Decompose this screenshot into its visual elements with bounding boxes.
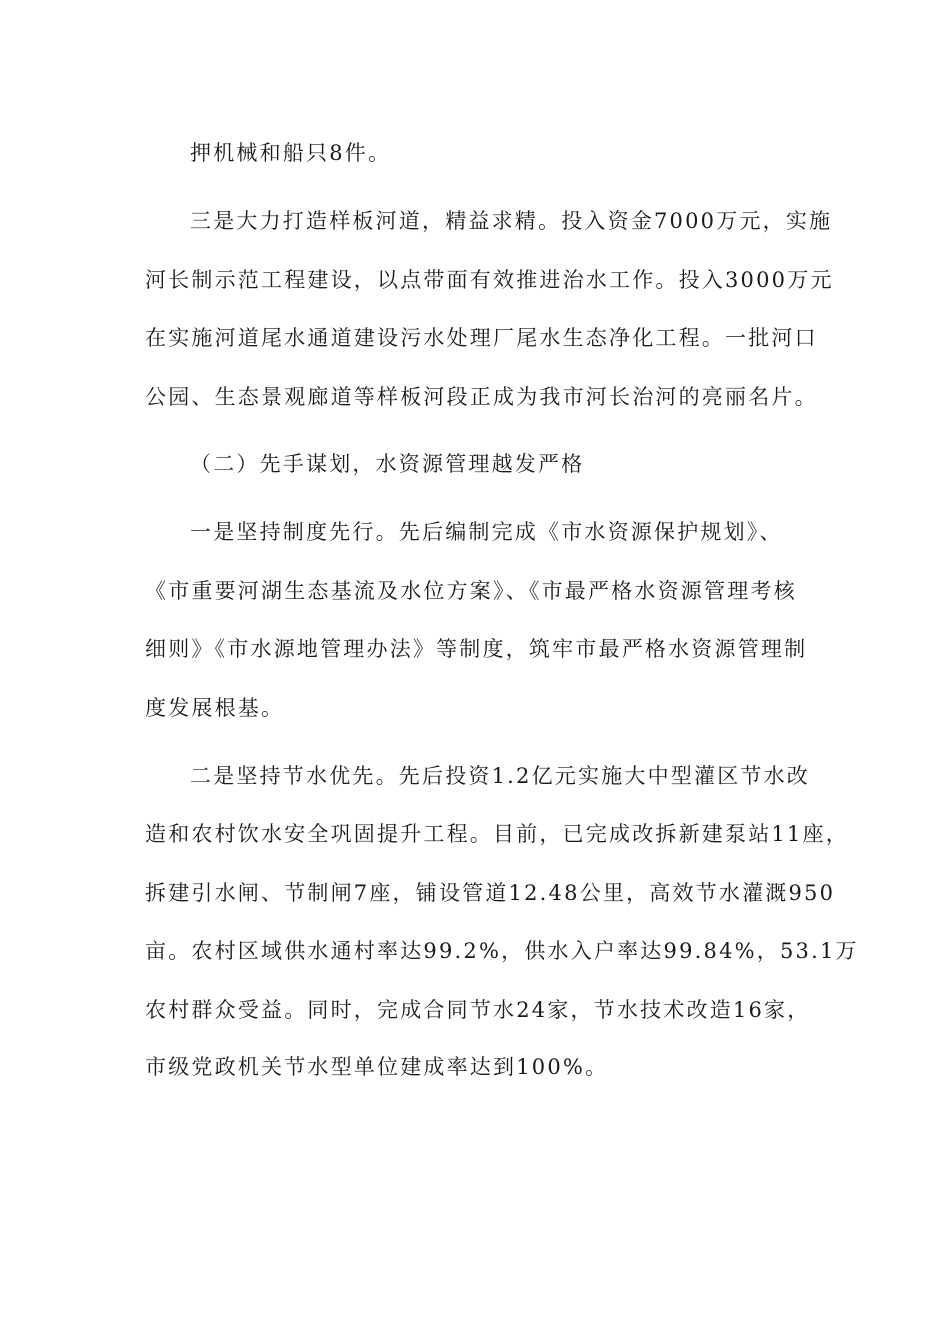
paragraph-line: 三是大力打造样板河道，精益求精。投入资金7000万元，实施 xyxy=(190,209,833,233)
paragraph-line: 二是坚持节水优先。先后投资1.2亿元实施大中型灌区节水改 xyxy=(190,764,810,788)
paragraph-line: 公园、生态景观廊道等样板河段正成为我市河长治河的亮丽名片。 xyxy=(145,385,818,409)
paragraph-line: 一是坚持制度先行。先后编制完成《市水资源保护规划》、 xyxy=(190,520,783,544)
paragraph-line: 度发展根基。 xyxy=(145,696,285,720)
paragraph-line: 农村群众受益。同时，完成合同节水24家，节水技术改造16家， xyxy=(145,998,811,1022)
paragraph-line: 在实施河道尾水通道建设污水处理厂尾水生态净化工程。一批河口 xyxy=(145,326,818,350)
paragraph-line: 造和农村饮水安全巩固提升工程。目前，已完成改拆新建泵站11座， xyxy=(145,822,849,846)
paragraph-line: 市级党政机关节水型单位建成率达到100%。 xyxy=(145,1055,609,1079)
paragraph-line: 拆建引水闸、节制闸7座，铺设管道12.48公里，高效节水灌溉950 xyxy=(145,881,836,905)
paragraph-line: 细则》《市水源地管理办法》等制度，筑牢市最严格水资源管理制 xyxy=(145,637,808,661)
paragraph-line: 《市重要河湖生态基流及水位方案》、《市最严格水资源管理考核 xyxy=(145,579,797,603)
paragraph-line: 亩。农村区域供水通村率达99.2%，供水入户率达99.84%，53.1万 xyxy=(145,939,859,963)
paragraph-line: 河长制示范工程建设，以点带面有效推进治水工作。投入3000万元 xyxy=(145,268,834,292)
section-heading: （二）先手谋划，水资源管理越发严格 xyxy=(190,452,585,476)
paragraph-line: 押机械和船只8件。 xyxy=(190,141,392,165)
